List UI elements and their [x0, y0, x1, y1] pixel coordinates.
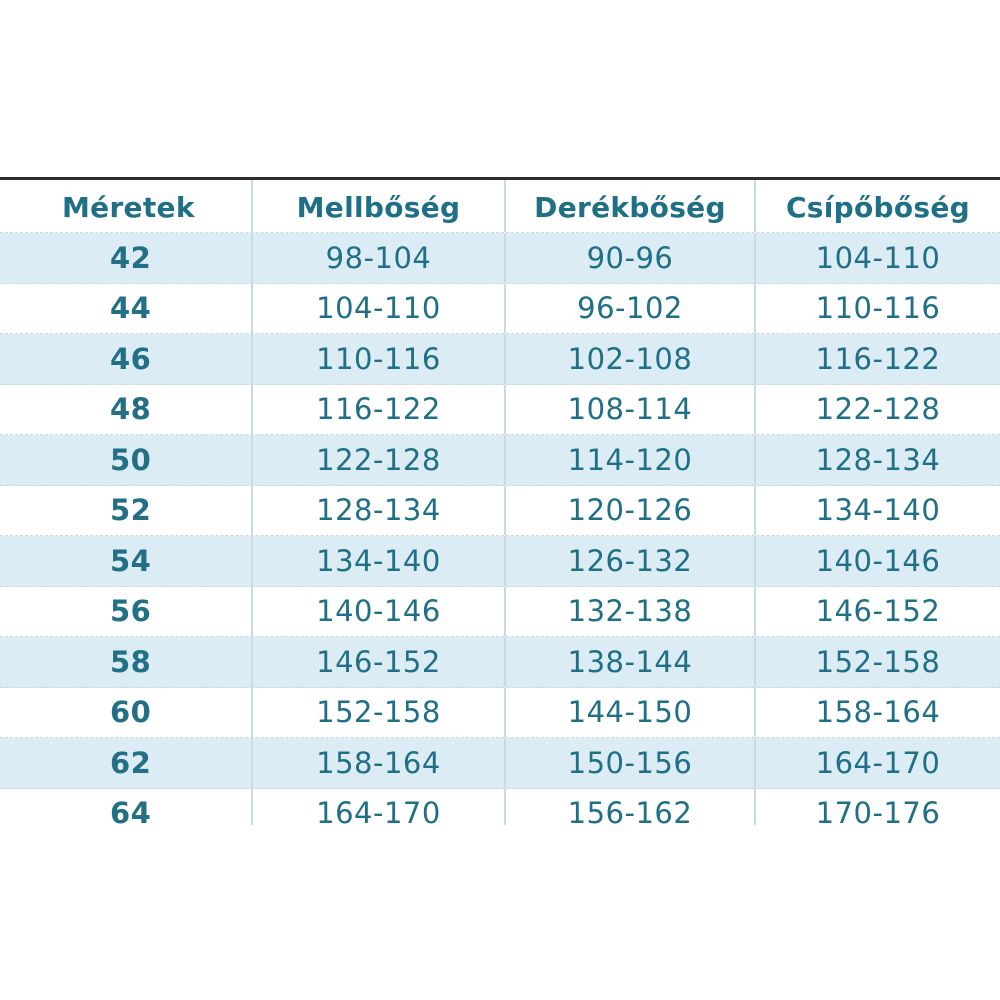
header-chest: Mellbőség: [253, 180, 506, 232]
table-row: [0, 233, 1000, 284]
table-row: [0, 789, 1000, 826]
waist-cell: 108-114: [506, 385, 756, 435]
size-cell: 42: [0, 233, 253, 283]
hip-cell: 110-116: [815, 291, 941, 326]
table-row: [0, 284, 1000, 335]
hip-cell: 170-176: [815, 796, 941, 825]
chest-cell: 104-110: [253, 284, 506, 334]
hip-cell: 152-158: [815, 644, 941, 679]
size-cell: 60: [0, 688, 253, 738]
waist-cell: 138-144: [506, 637, 756, 687]
hip-cell: 134-140: [815, 493, 941, 528]
table-row: [0, 385, 1000, 436]
chest-cell: 146-152: [253, 637, 506, 687]
waist-cell: 102-108: [506, 334, 756, 384]
chest-cell: 134-140: [253, 536, 506, 586]
size-cell: 52: [0, 486, 253, 536]
chest-cell: 122-128: [253, 435, 506, 485]
hip-cell: 158-164: [815, 695, 941, 730]
waist-cell: 144-150: [506, 688, 756, 738]
waist-cell: 96-102: [506, 284, 756, 334]
chest-cell: 128-134: [253, 486, 506, 536]
hip-cell: 146-152: [815, 594, 941, 629]
waist-cell: 114-120: [506, 435, 756, 485]
table-row: [0, 587, 1000, 638]
table-row: [0, 435, 1000, 486]
hip-cell: 128-134: [815, 442, 941, 477]
header-sizes: Méretek: [0, 180, 253, 232]
hip-cell: 164-170: [815, 745, 941, 780]
table-row: [0, 688, 1000, 739]
size-cell: 56: [0, 587, 253, 637]
chest-cell: 110-116: [253, 334, 506, 384]
size-cell: 62: [0, 738, 253, 788]
size-chart-table: [0, 180, 1000, 825]
hip-cell: 122-128: [815, 392, 941, 427]
waist-cell: 126-132: [506, 536, 756, 586]
size-cell: 64: [0, 789, 253, 826]
header-hip: Csípőbőség: [785, 190, 971, 224]
hip-cell: 140-146: [815, 543, 941, 578]
table-row: [0, 334, 1000, 385]
table-row: [0, 536, 1000, 587]
chest-cell: 152-158: [253, 688, 506, 738]
size-cell: 48: [0, 385, 253, 435]
hip-cell: 104-110: [815, 240, 941, 275]
table-header-row: [0, 180, 1000, 233]
chest-cell: 116-122: [253, 385, 506, 435]
waist-cell: 120-126: [506, 486, 756, 536]
size-cell: 44: [0, 284, 253, 334]
waist-cell: 150-156: [506, 738, 756, 788]
size-cell: 58: [0, 637, 253, 687]
table-row: [0, 637, 1000, 688]
header-waist: Derékbőség: [506, 180, 756, 232]
waist-cell: 156-162: [506, 789, 756, 826]
chest-cell: 164-170: [253, 789, 506, 826]
hip-cell: 116-122: [815, 341, 941, 376]
table-row: [0, 738, 1000, 789]
size-cell: 50: [0, 435, 253, 485]
chest-cell: 98-104: [253, 233, 506, 283]
waist-cell: 90-96: [506, 233, 756, 283]
chest-cell: 140-146: [253, 587, 506, 637]
table-row: [0, 486, 1000, 537]
chest-cell: 158-164: [253, 738, 506, 788]
size-cell: 46: [0, 334, 253, 384]
size-cell: 54: [0, 536, 253, 586]
waist-cell: 132-138: [506, 587, 756, 637]
